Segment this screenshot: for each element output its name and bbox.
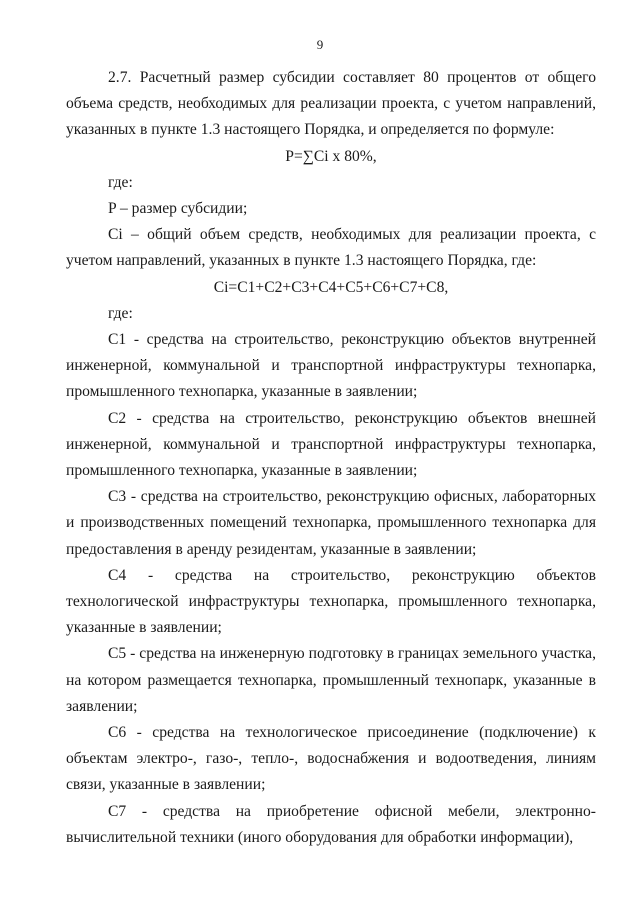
definition-ci: Ci – общий объем средств, необходимых для реализации проекта, с учетом направлений, указанных в пункте 1.3 настоящего Порядка, где:	[66, 226, 596, 270]
definition-c1: C1 - средства на строительство, реконструкцию объектов внутренней инженерной, коммунальной и транспортной инфраструктуры технопарка, промышленного технопарка, указанные в заявлении;	[66, 331, 596, 401]
definition-c5: C5 - средства на инженерную подготовку в границах земельного участка, на котором размещается технопарка, промышленный технопарк, указанные в заявлении;	[66, 645, 596, 715]
page-number: 9	[316, 37, 324, 52]
definition-c2: C2 - средства на строительство, реконструкцию объектов внешней инженерной, коммунальной и транспортной инфраструктуры технопарка, промышленного технопарка, указанные в заявлении;	[66, 409, 596, 480]
document-body	[66, 65, 596, 851]
definition-c6: C6 - средства на технологическое присоединение (подключение) к объектам электро-, газо-, тепло-, водоснабжения и водоотведения, линиям связи, указанные в заявлении;	[66, 724, 596, 794]
formula-subsidy: P=∑Ci x 80%,	[285, 147, 377, 165]
paragraph-2-7: 2.7. Расчетный размер субсидии составляет 80 процентов от общего объема средств, необходимых для реализации проекта, с учетом направлений, указанных в пункте 1.3 настоящего Порядка, и определяется по формуле:	[66, 69, 596, 139]
formula-ci: Ci=C1+C2+C3+C4+C5+C6+C7+C8,	[213, 278, 449, 296]
definition-c4: C4 - средства на строительство, реконструкцию объектов технологической инфраструктуры технопарка, промышленного технопарка, указанные в заявлении;	[66, 566, 596, 637]
definition-c3: C3 - средства на строительство, реконструкцию офисных, лабораторных и производственных помещений технопарка, промышленного технопарка для предоставления в аренду резидентам, указанные в заявлении;	[66, 488, 596, 558]
where-label: где:	[108, 173, 133, 191]
definition-c7: C7 - средства на приобретение офисной мебели, электронно-вычислительной техники (иного оборудования для обработки информации),	[66, 802, 596, 846]
where-label-2: где:	[108, 304, 133, 322]
definition-p: P – размер субсидии;	[108, 200, 248, 218]
